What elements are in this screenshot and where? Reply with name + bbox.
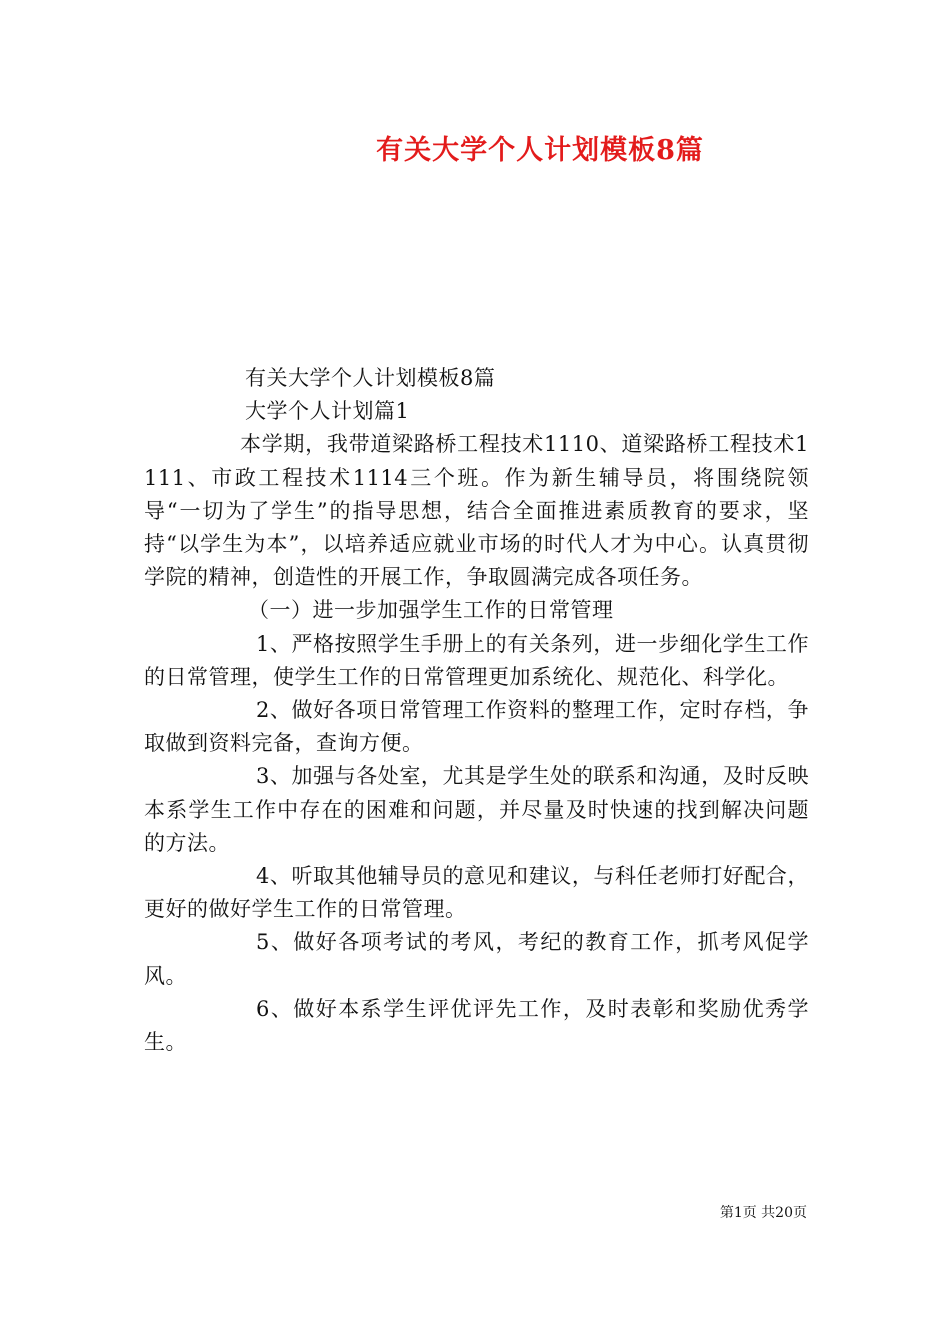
document-body — [144, 362, 809, 1059]
subsection-heading: （一）进一步加强学生工作的日常管理 — [248, 598, 614, 623]
document-subtitle: 有关大学个人计划模板8篇 — [245, 366, 496, 390]
intro-paragraph: 本学期，我带道梁路桥工程技术1110、道梁路桥工程技术1111、市政工程技术1114三个班。作为新生辅导员，将围绕院领导“一切为了学生”的指导思想，结合全面推进素质教育的要求，坚持“以学生为本”，以培养适应就业市场的时代人才为中心。认真贯彻学院的精神，创造性的开展工作，争取圆满完成各项任务。 — [144, 432, 809, 590]
document-title: 有关大学个人计划模板8篇 — [376, 135, 704, 166]
list-item: 2、做好各项日常管理工作资料的整理工作，定时存档，争取做到资料完备，查询方便。 — [144, 698, 809, 756]
section-heading: 大学个人计划篇1 — [245, 399, 410, 424]
list-item: 3、加强与各处室，尤其是学生处的联系和沟通，及时反映本系学生工作中存在的困难和问题，并尽量及时快速的找到解决问题的方法。 — [144, 764, 809, 855]
list-item: 5、做好各项考试的考风，考纪的教育工作，抓考风促学风。 — [144, 930, 809, 988]
list-item: 1、严格按照学生手册上的有关条列，进一步细化学生工作的日常管理，使学生工作的日常管理更加系统化、规范化、科学化。 — [144, 631, 809, 689]
list-item: 6、做好本系学生评优评先工作，及时表彰和奖励优秀学生。 — [144, 996, 809, 1055]
list-item: 4、听取其他辅导员的意见和建议，与科任老师打好配合，更好的做好学生工作的日常管理。 — [144, 864, 809, 922]
page-number-footer: 第1页 共20页 — [719, 1205, 807, 1221]
